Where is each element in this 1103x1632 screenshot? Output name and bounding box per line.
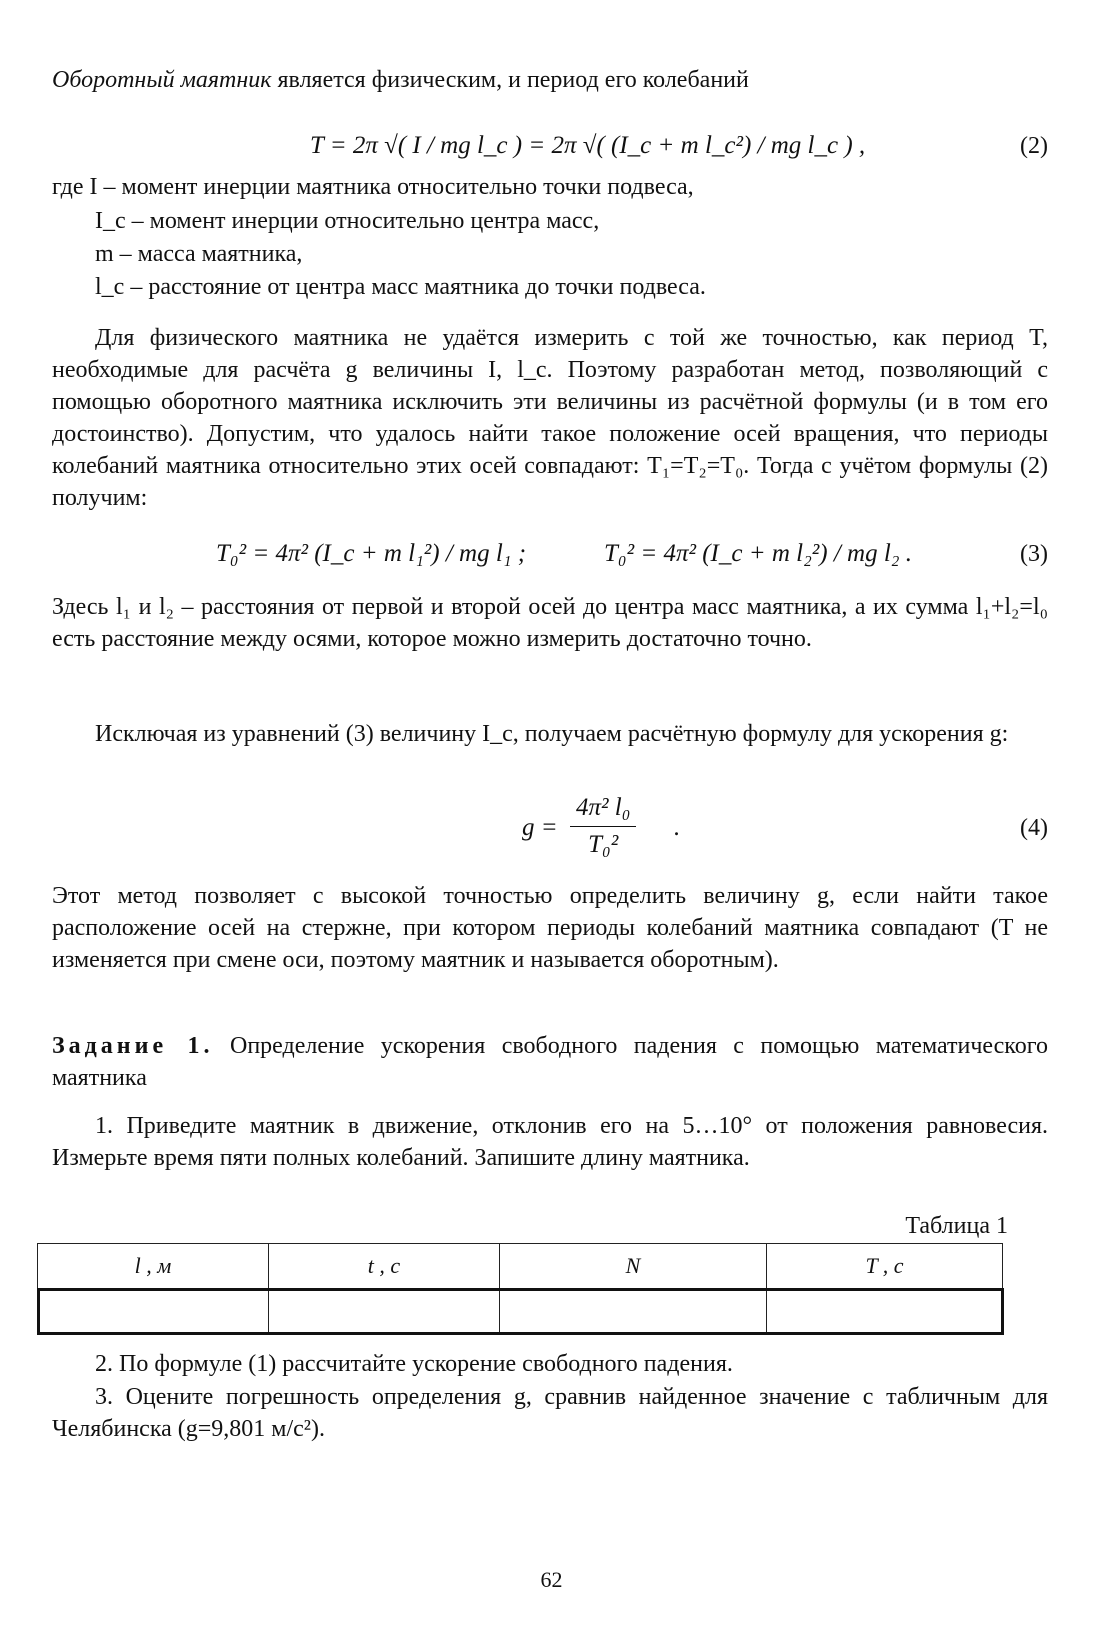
- equation-4: [52, 792, 1048, 872]
- definition-4: l_c – расстояние от центра масс маятника до точки подвеса.: [95, 274, 706, 300]
- step-3: 3. Оцените погрешность определения g, сравнив найденное значение с табличным для Челябинска (g=9,801 м/с²).: [52, 1384, 1048, 1442]
- equation-2-number: (2): [1020, 133, 1048, 159]
- intro-line: [52, 64, 1048, 96]
- definition-1: где I – момент инерции маятника относительно точки подвеса,: [52, 174, 694, 200]
- data-table: [37, 1243, 1003, 1334]
- task-label: Задание 1.: [52, 1033, 214, 1059]
- paragraph-4: Этот метод позволяет с высокой точностью определить величину g, если найти такое расположение осей на стержне, при котором периоды колебаний маятника совпадают (T не изменяется при смене оси, поэтому маятник и называется оборотным).: [52, 883, 1048, 973]
- table-cell: [38, 1289, 269, 1334]
- table-caption: Таблица 1: [905, 1213, 1008, 1239]
- paragraph-2: Здесь l₁ и l₂ – расстояния от первой и второй осей до центра масс маятника, а их сумма l₁+l₂=l₀ есть расстояние между осями, которое можно измерить достаточно точно.: [52, 594, 1048, 652]
- equation-4-numerator: 4π² l₀: [570, 792, 636, 827]
- equation-4-denominator: T₀²: [588, 831, 619, 858]
- task-heading: [52, 1030, 1048, 1094]
- step-1: 1. Приведите маятник в движение, отклонив его на 5…10° от положения равновесия. Измерьте время пяти полных колебаний. Запишите длину маятника.: [52, 1113, 1048, 1171]
- table-cell: [269, 1289, 500, 1334]
- equation-4-tail: .: [674, 814, 681, 841]
- equation-4-lhs: g =: [522, 814, 558, 841]
- header-period: T , с: [767, 1244, 1003, 1289]
- header-length: l , м: [38, 1244, 269, 1289]
- header-time: t , с: [269, 1244, 500, 1289]
- step-2: 2. По формуле (1) рассчитайте ускорение свободного падения.: [95, 1351, 733, 1377]
- definition-3: m – масса маятника,: [95, 241, 303, 267]
- header-count: N: [500, 1244, 767, 1289]
- equation-2-text: T = 2π √( I / mg l_c ) = 2π √( (I_c + m l_c²) / mg l_c ) ,: [310, 132, 866, 159]
- equation-3-right: T₀² = 4π² (I_c + m l₂²) / mg l₂ .: [604, 540, 912, 567]
- intro-term: Оборотный маятник: [52, 67, 272, 93]
- definition-2: I_c – момент инерции относительно центра масс,: [95, 208, 600, 234]
- table-cell: [767, 1289, 1003, 1334]
- paragraph-3: Исключая из уравнений (3) величину I_c, получаем расчётную формулу для ускорения g:: [95, 721, 1009, 747]
- page-number: 62: [540, 1567, 563, 1592]
- equation-3-number: (3): [1020, 541, 1048, 567]
- task-text: Определение ускорения свободного падения с помощью математического маятника: [52, 1033, 1048, 1091]
- table-row: [38, 1289, 1003, 1334]
- table-header-row: [38, 1244, 1003, 1289]
- table-cell: [500, 1289, 767, 1334]
- intro-rest: является физическим, и период его колебаний: [271, 67, 749, 93]
- equation-2: [52, 130, 1048, 170]
- equation-3: [52, 538, 1048, 578]
- equation-4-number: (4): [1020, 815, 1048, 841]
- paragraph-1: Для физического маятника не удаётся измерить с той же точностью, как период T, необходимые для расчёта g величины I, l_c. Поэтому разработан метод, позволяющий с помощью оборотного маятника исключить эти величины из расчётной формулы (и в том его достоинство). Допустим, что удалось найти такое положение осей вращения, что периоды колебаний маятника относительно этих осей совпадают: T₁=T₂=T₀. Тогда с учётом формулы (2) получим:: [52, 325, 1048, 511]
- equation-4-fraction: [570, 792, 636, 861]
- equation-3-left: T₀² = 4π² (I_c + m l₁²) / mg l₁ ;: [216, 540, 527, 567]
